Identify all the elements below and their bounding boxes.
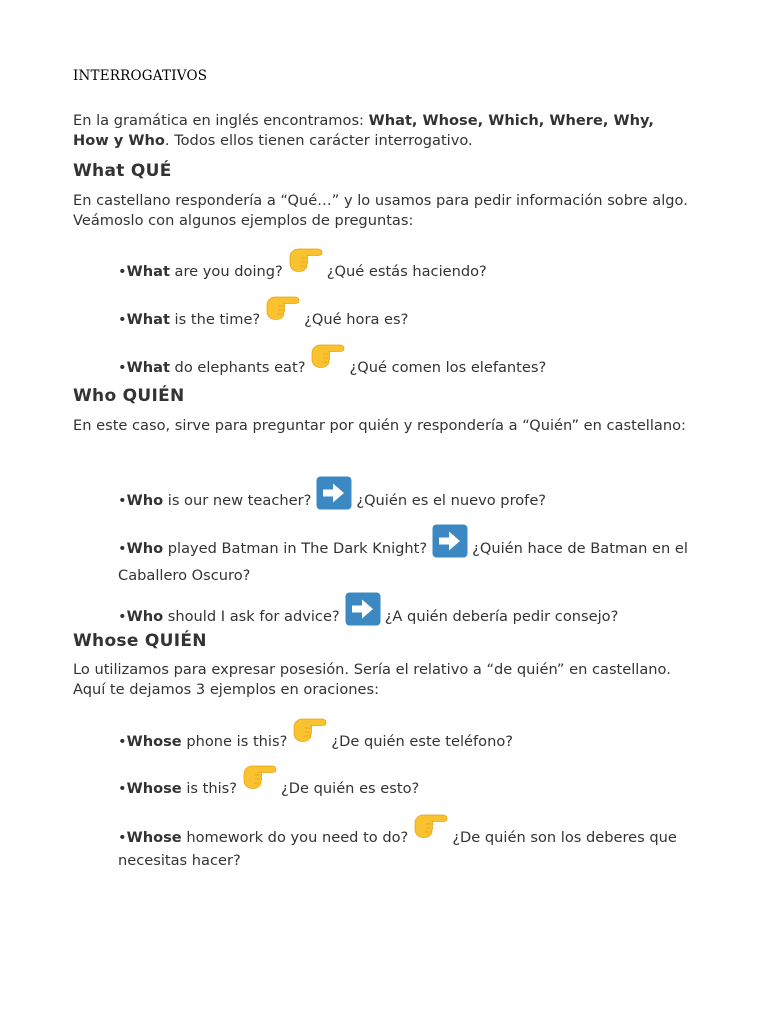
list-item xyxy=(118,532,693,586)
keyword: Who xyxy=(126,492,164,509)
translation-text: ¿De quién es esto? xyxy=(281,780,420,797)
keyword: Whose xyxy=(126,780,182,797)
translation-text: ¿De quién son los deberes que necesitas hacer? xyxy=(118,829,677,869)
intro-text: En la gramática en inglés encontramos: xyxy=(73,112,369,129)
list-item xyxy=(118,259,693,285)
section-description-whose: Lo utilizamos para expresar posesión. Sería el relativo a “de quién” en castellano. Aquí te dejamos 3 ejemplos en oraciones: xyxy=(73,661,671,698)
keyword: What xyxy=(126,263,170,280)
translation-text: ¿Qué hora es? xyxy=(304,311,409,328)
intro-text-end: . Todos ellos tienen carácter interrogativo. xyxy=(164,132,473,149)
section-heading-whose: Whose QUIÉN xyxy=(73,631,207,651)
question-text: is this? xyxy=(181,780,238,797)
section-description-what: En castellano respondería a “Qué…” y lo usamos para pedir información sobre algo. Veámoslo con algunos ejemplos de preguntas: xyxy=(73,192,688,229)
translation-text: ¿De quién este teléfono? xyxy=(331,733,514,750)
pointing-hand-icon xyxy=(309,343,347,369)
question-text: is the time? xyxy=(169,311,261,328)
keyword: What xyxy=(126,311,170,328)
question-text: homework do you need to do? xyxy=(181,829,409,846)
question-text: are you doing? xyxy=(169,263,283,280)
translation-text: ¿Quién es el nuevo profe? xyxy=(356,492,547,509)
section-description-who: En este caso, sirve para preguntar por quién y respondería a “Quién” en castellano: xyxy=(73,417,686,434)
translation-text: ¿Qué estás haciendo? xyxy=(326,263,487,280)
translation-text: ¿A quién debería pedir consejo? xyxy=(384,608,619,625)
bullet: • xyxy=(118,733,127,750)
section-heading-who: Who QUIÉN xyxy=(73,386,185,406)
pointing-hand-icon xyxy=(291,717,329,743)
pointing-hand-icon xyxy=(412,813,450,839)
keyword: Who xyxy=(126,608,164,625)
pointing-hand-icon xyxy=(287,247,325,273)
intro-paragraph xyxy=(73,111,693,151)
pointing-hand-icon xyxy=(241,764,279,790)
list-item xyxy=(118,729,693,755)
section-heading-what: What QUÉ xyxy=(73,161,172,181)
question-text: is our new teacher? xyxy=(163,492,312,509)
question-text: played Batman in The Dark Knight? xyxy=(163,540,428,557)
keyword: Who xyxy=(126,540,164,557)
bullet: • xyxy=(118,311,127,328)
translation-text: ¿Quién hace de Batman en el Caballero Oscuro? xyxy=(118,540,688,584)
right-arrow-icon xyxy=(345,592,381,626)
bullet: • xyxy=(118,829,127,846)
list-item xyxy=(118,484,693,518)
pointing-hand-icon xyxy=(264,295,302,321)
right-arrow-icon xyxy=(316,476,352,510)
document-title: INTERROGATIVOS xyxy=(73,68,208,84)
list-item xyxy=(118,600,693,634)
list-item xyxy=(118,776,693,802)
question-text: phone is this? xyxy=(181,733,288,750)
bullet: • xyxy=(118,263,127,280)
bullet: • xyxy=(118,780,127,797)
question-text: should I ask for advice? xyxy=(163,608,340,625)
translation-text: ¿Qué comen los elefantes? xyxy=(349,359,547,376)
bullet: • xyxy=(118,359,127,376)
bullet: • xyxy=(118,540,127,557)
list-item xyxy=(118,355,693,381)
keyword: Whose xyxy=(126,829,182,846)
keyword: Whose xyxy=(126,733,182,750)
interrogative-words: What, Whose, Which, Where, Why, How y Who xyxy=(73,112,654,149)
question-text: do elephants eat? xyxy=(169,359,306,376)
bullet: • xyxy=(118,492,127,509)
keyword: What xyxy=(126,359,170,376)
list-item xyxy=(118,307,693,333)
bullet: • xyxy=(118,608,127,625)
list-item xyxy=(118,825,693,871)
right-arrow-icon xyxy=(432,524,468,558)
